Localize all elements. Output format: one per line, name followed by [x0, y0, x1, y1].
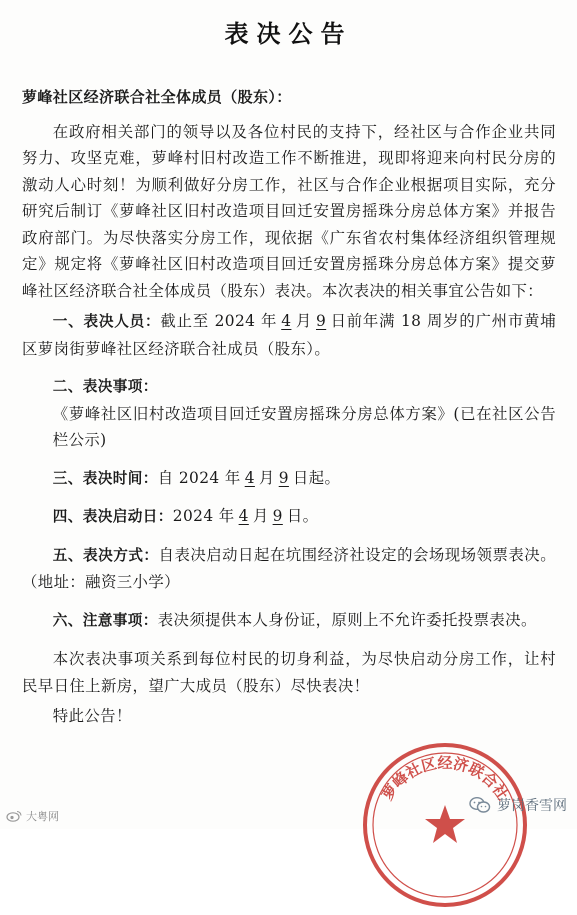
- item-method: [22, 542, 556, 596]
- item-time-prefix: 自 2024 年: [157, 468, 241, 487]
- item-start-suffix: 日。: [286, 507, 319, 525]
- official-seal-stamp: [355, 735, 535, 915]
- salutation: 萝峰社区经济联合社全体成员（股东）：: [22, 88, 292, 106]
- closing-paragraph: 本次表决事项关系到每位村民的切身利益，为尽快启动分房工作，让村民早日住上新房，望广大成员（股东）尽快表决！: [22, 650, 556, 695]
- item-time-suffix: 日起。: [292, 468, 341, 487]
- item-notes: [22, 607, 556, 635]
- item-matter-heading: [22, 373, 556, 401]
- wechat-watermark-text: 萝岗香雪网: [497, 798, 567, 814]
- item-time: [22, 465, 556, 493]
- closing-sign: 特此公告！: [52, 707, 132, 725]
- wechat-icon: [469, 796, 491, 814]
- item-notes-text: 表决须提供本人身份证，原则上不允许委托投票表决。: [157, 610, 537, 629]
- item-voters-text: 日前年满 18 周岁的广州市黄埔区萝岗街萝峰社区经济联合社成员（股东）。: [22, 312, 556, 358]
- notice-body: [22, 84, 556, 730]
- item-voters-date-prefix: 截止至 2024 年: [160, 312, 278, 330]
- seal-text: 萝峰社区经济联合社: [378, 754, 512, 804]
- item-matter-label: 二、表决事项：: [52, 378, 158, 395]
- page-title: 表决公告: [224, 20, 353, 48]
- item-start-prefix: 2024 年: [172, 507, 235, 525]
- item-time-day: 9: [278, 468, 289, 487]
- item-time-month: 4: [244, 468, 255, 487]
- weibo-watermark: [6, 808, 59, 824]
- item-method-label: 五、表决方式：: [52, 546, 159, 564]
- item-time-month-unit: 月: [258, 468, 275, 487]
- item-voters-month: 4: [281, 312, 292, 330]
- item-voters-day: 9: [316, 312, 327, 330]
- item-method-text: 自表决启动日起在坑围经济社设定的会场现场领票表决。（地址：融资三小学）: [22, 545, 556, 591]
- item-voters-month-unit: 月: [295, 312, 312, 330]
- item-start: [22, 503, 556, 531]
- item-start-month-unit: 月: [252, 507, 269, 525]
- item-start-month: 4: [238, 507, 249, 525]
- item-start-label: 四、表决启动日：: [52, 508, 173, 525]
- item-start-day: 9: [272, 507, 283, 525]
- weibo-icon: [6, 810, 22, 822]
- wechat-watermark: [469, 795, 567, 815]
- weibo-watermark-text: 大粤网: [26, 810, 59, 823]
- item-matter-text: 《萝峰社区旧村改造项目回迁安置房摇珠分房总体方案》(已在社区公告栏公示): [52, 404, 556, 449]
- item-voters-label: 一、表决人员：: [52, 313, 161, 330]
- intro-paragraph: 在政府相关部门的领导以及各位村民的支持下，经社区与合作企业共同努力、攻坚克难，萝峰村旧村改造工作不断推进，现即将迎来向村民分房的激动人心时刻！为顺利做好分房工作，社区与合作企业根据项目实际，充分研究后制订《萝峰社区旧村改造项目回迁安置房摇珠分房总体方案》并报告政府部门。为尽快落实分房工作，现依据《广东省农村集体经济组织管理规定》规定将《萝峰社区旧村改造项目回迁安置房摇珠分房总体方案》提交萝峰社区经济联合社全体成员（股东）表决。本次表决的相关事宜公告如下：: [22, 122, 556, 300]
- item-notes-label: 六、注意事项：: [52, 611, 158, 629]
- item-time-label: 三、表决时间：: [52, 469, 158, 487]
- item-voters: [22, 308, 556, 362]
